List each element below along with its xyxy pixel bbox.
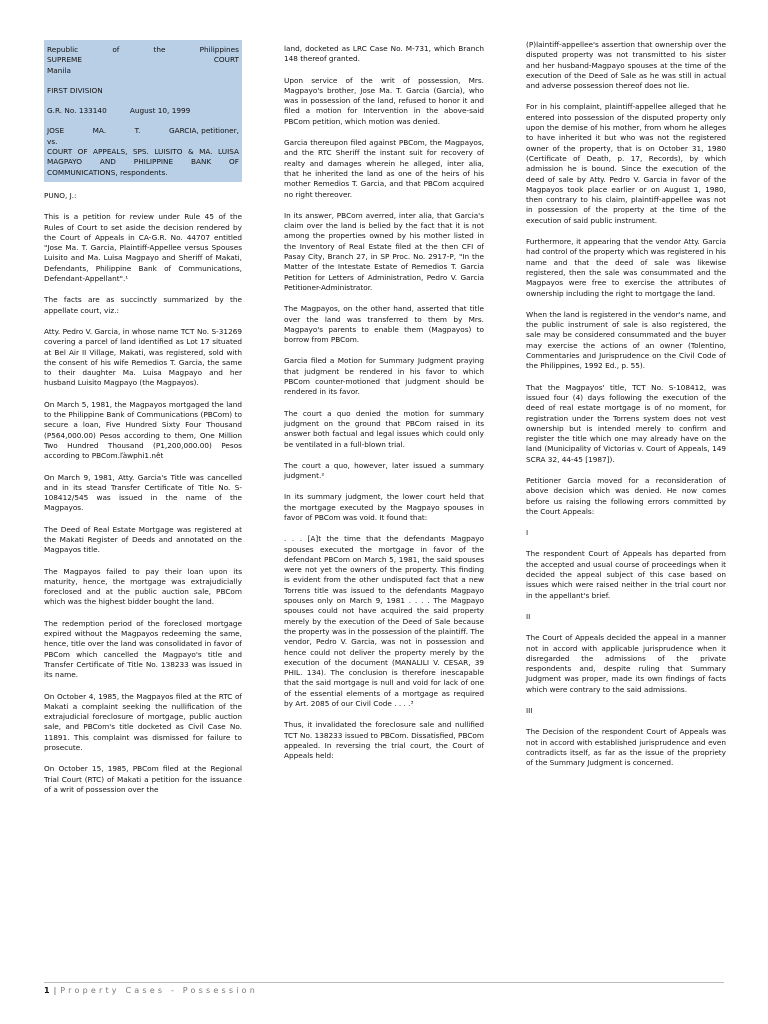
error-numeral: II: [526, 611, 531, 621]
paragraph: For in his complaint, plaintiff-appellee alleged that he entered into possession of the disputed property only upon the demise of his mother, from whom he alleges to have inherited it but who was not the registered owner of the property, that is on October 31, 1980 (Certificate of Death, p. 17, Records), by which admission he is bound. Since the execution of the deed of sale by Atty. Pedro V. Garcia in favor of the Magpayos took place earlier or on August 1, 1980, then contrary to his claim, plaintiff-appellee was not in possession of the property at the time of the execution of said public instrument.: [526, 102, 726, 225]
court-line-1: [47, 45, 239, 55]
petitioner-line: [47, 126, 239, 136]
caption-word: SUPREME: [47, 55, 82, 65]
paragraph: The court a quo, however, later issued a summary judgment.²: [284, 460, 484, 481]
page-footer: [44, 986, 258, 995]
paragraph: Atty. Pedro V. Garcia, in whose name TCT No. S-31269 covering a parcel of land identified as Lot 17 situated at Bel Air II Village, Makati, was registered, sold with the consent of his wife Remedios T. Garcia, the same to their daughter Ma. Luisa Magpayo and her husband Luisito Magpayo (the Magpayos).: [44, 326, 242, 388]
paragraph: Furthermore, it appearing that the vendor Atty. Garcia had control of the property which was registered in his name and that the deed of sale was likewise registered, then the sale was consummated and the Magpayos were free to exercise the attributes of ownership including the right to mortgage the land.: [526, 237, 726, 298]
paragraph: The redemption period of the foreclosed mortgage expired without the Magpayos redeeming the same, hence, title over the land was consolidated in favor of PBCom which cancelled the Magpayo's title and Transfer Certificate of Title No. 138233 was issued in its name.: [44, 618, 242, 680]
paragraph: On March 9, 1981, Atty. Garcia's Title was cancelled and in its stead Transfer Certificate of Title No. S-108412/545 was issued in the name of the Magpayos.: [44, 472, 242, 513]
court-line-2: [47, 55, 239, 65]
division-label: FIRST DIVISION: [47, 85, 103, 95]
caption-word: the: [153, 45, 166, 54]
gr-line: [47, 106, 239, 116]
paragraph: (P)laintiff-appellee's assertion that ownership over the disputed property was not transmitted to his sister and her husband-Magpayo spouses at the time of the execution of the Deed of Sale as he was still in actual and adverse possession thereof does not lie.: [526, 40, 726, 91]
caption-word: Philippines: [199, 45, 239, 54]
paragraph: Petitioner Garcia moved for a reconsideration of above decision which was denied. He now comes before us raising the following errors committed by the Court Appeals:: [526, 475, 726, 516]
page-number: 1: [44, 986, 50, 995]
paragraph: This is a petition for review under Rule 45 of the Rules of Court to set aside the decision rendered by the Court of Appeals in CA-G.R. No. 44707 entitled "Jose Ma. T. Garcia, Plaintiff-Appellee versus Spouses Luisito and Ma. Luisa Magpayo and Sheriff of Makati, Defendants, Philippine Bank of Communications, Defendant-Appellant".¹: [44, 212, 242, 284]
footer-rule: [44, 982, 724, 983]
paragraph: land, docketed as LRC Case No. M-731, which Branch 148 thereof granted.: [284, 44, 484, 64]
caption-word: MA.: [92, 126, 107, 136]
versus-label: vs.: [47, 136, 58, 146]
paragraph: The Decision of the respondent Court of Appeals was not in accord with established jurisprudence and even contradicts itself, as far as the issue of the propriety of the Summary Judgment is concerned.: [526, 727, 726, 768]
court-line-3: Manila: [47, 65, 71, 75]
caption-word: COURT: [213, 55, 239, 65]
paragraph: On March 5, 1981, the Magpayos mortgaged the land to the Philippine Bank of Communications (PBCom) to secure a loan, Five Hundred Sixty Four Thousand (P564,000.00) Pesos according to them, One Million Two Hundred Thousand (P1,200,000.00) Pesos according to PBCom.ľàwphi1.nêt: [44, 399, 242, 461]
paragraph: In its answer, PBCom averred, inter alia, that Garcia's claim over the land is belied by the fact that it is not among the properties owned by his mother listed in the Inventory of Real Estate filed at the then CFI of Pasay City, Branch 27, in SP Proc. No. 2917-P, "In the Matter of the Intestate Estate of Remedios T. Garcia Petition for Letters of Administration, Pedro V. Garcia Petitioner-Administrator.: [284, 210, 484, 292]
footer-section-title: Property Cases - Possession: [60, 986, 259, 995]
paragraph: On October 4, 1985, the Magpayos filed at the RTC of Makati a complaint seeking the nullification of the extrajudicial foreclosure of mortgage, public auction sale, and PBCom's title docketed as Civil Case No. 11891. This complaint was dismissed for failure to prosecute.: [44, 691, 242, 753]
caption-word: Republic: [47, 45, 79, 54]
caption-word: T.: [134, 126, 141, 136]
paragraph: The Magpayos failed to pay their loan upon its maturity, hence, the mortgage was extrajudicially foreclosed and at the public auction sale, PBCom which was the highest bidder bought the land.: [44, 566, 242, 607]
column-left: [44, 40, 242, 806]
respondents-text: COURT OF APPEALS, SPS. LUISITO & MA. LUISA MAGPAYO AND PHILIPPINE BANK OF COMMUNICATIONS, respondents.: [47, 147, 239, 177]
decision-date: August 10, 1999: [129, 106, 191, 116]
paragraph: Garcia filed a Motion for Summary Judgment praying that judgment be rendered in his favor to which PBCom counter-motioned that judgment should be rendered in its favor.: [284, 356, 484, 397]
paragraph: Upon service of the writ of possession, Mrs. Magpayo's brother, Jose Ma. T. Garcia (Garcia), who was in possession of the land, refused to honor it and filed a motion for Intervention in the above-said PBCom petition, which motion was denied.: [284, 75, 484, 126]
case-caption-box: [44, 40, 242, 182]
paragraph: On October 15, 1985, PBCom filed at the Regional Trial Court (RTC) of Makati a petition for the issuance of a writ of possession over the: [44, 764, 242, 794]
paragraph: PUNO, J.:: [44, 190, 77, 200]
paragraph: The respondent Court of Appeals has departed from the accepted and usual course of proceedings when it decided the appeal subject of this case based on issues which were raised neither in the trial court nor in the appellant's brief.: [526, 549, 726, 600]
column-right: [526, 40, 726, 780]
paragraph: The court a quo denied the motion for summary judgment on the ground that PBCom raised in its answer both factual and legal issues which could only be ventilated in a full-blown trial.: [284, 408, 484, 449]
gr-number: G.R. No. 133140: [47, 106, 107, 116]
footer-divider: |: [53, 986, 57, 995]
paragraph: In its summary judgment, the lower court held that the mortgage executed by the Magpayo spouses in favor of PBCom was void. It found that:: [284, 492, 484, 522]
paragraph: Garcia thereupon filed against PBCom, the Magpayos, and the RTC Sheriff the instant suit for recovery of realty and damages wherein he alleged, inter alia, that he inherited the land as one of the heirs of his mother Remedios T. Garcia, and that PBCom acquired no right thereover.: [284, 138, 484, 199]
caption-word: JOSE: [47, 126, 65, 136]
column-middle: [284, 44, 484, 773]
paragraph: That the Magpayos' title, TCT No. S-108412, was issued four (4) days following the execution of the deed of real estate mortgage is of no moment, for registration under the Torrens system does not vest ownership but is intended merely to confirm and register the title which one may already have on the land (Municipality of Victorias v. Court of Appeals, 149 SCRA 32, 44-45 [1987]).: [526, 382, 726, 464]
paragraph: The Magpayos, on the other hand, asserted that title over the land was transferred to them by Mrs. Magpayo's parents to enable them (Magpayos) to borrow from PBCom.: [284, 304, 484, 345]
caption-word: GARCIA, petitioner,: [168, 126, 239, 136]
paragraph: The facts are as succinctly summarized by the appellate court, viz.:: [44, 295, 242, 315]
quoted-paragraph: . . . [A]t the time that the defendants Magpayo spouses executed the mortgage in favor of the defendant PBCom on March 5, 1981, the said spouses were not yet the owners of the property. This finding is evident from the other undisputed fact that a new Torrens title was issued to the defendants Magpayo spouses only on March 9, 1981 . . . . The Magpayo spouses could not have acquired the said property merely by the execution of the Deed of Sale because the property was in the possession of the plaintiff. The vendor, Pedro V. Garcia, was not in possession and hence could not deliver the property merely by the execution of the document (MANALILI V. CESAR, 39 PHIL. 134). The conclusion is therefore inescapable that the said mortgage is null and void for lack of one of the essential elements of a mortgage as required by Art. 2085 of our Civil Code . . . .³: [284, 534, 484, 709]
error-numeral: III: [526, 706, 533, 716]
caption-word: of: [112, 45, 120, 54]
paragraph: The Court of Appeals decided the appeal in a manner not in accord with applicable jurisprudence when it disregarded the admissions of the private respondents and, despite ruling that Summary Judgment was proper, made its own findings of facts which were contrary to the said admissions.: [526, 633, 726, 694]
paragraph: Thus, it invalidated the foreclosure sale and nullified TCT No. 138233 issued to PBCom. Dissatisfied, PBCom appealed. In reversing the trial court, the Court of Appeals held:: [284, 720, 484, 761]
error-numeral: I: [526, 528, 529, 538]
paragraph: The Deed of Real Estate Mortgage was registered at the Makati Register of Deeds and annotated on the Magpayos title.: [44, 524, 242, 555]
paragraph: When the land is registered in the vendor's name, and the public instrument of sale is also registered, the sale may be considered consummated and the buyer may exercise the actions of an owner (Tolentino, Commentaries and Jurisprudence on the Civil Code of the Philippines, 1992 Ed., p. 55).: [526, 309, 726, 371]
